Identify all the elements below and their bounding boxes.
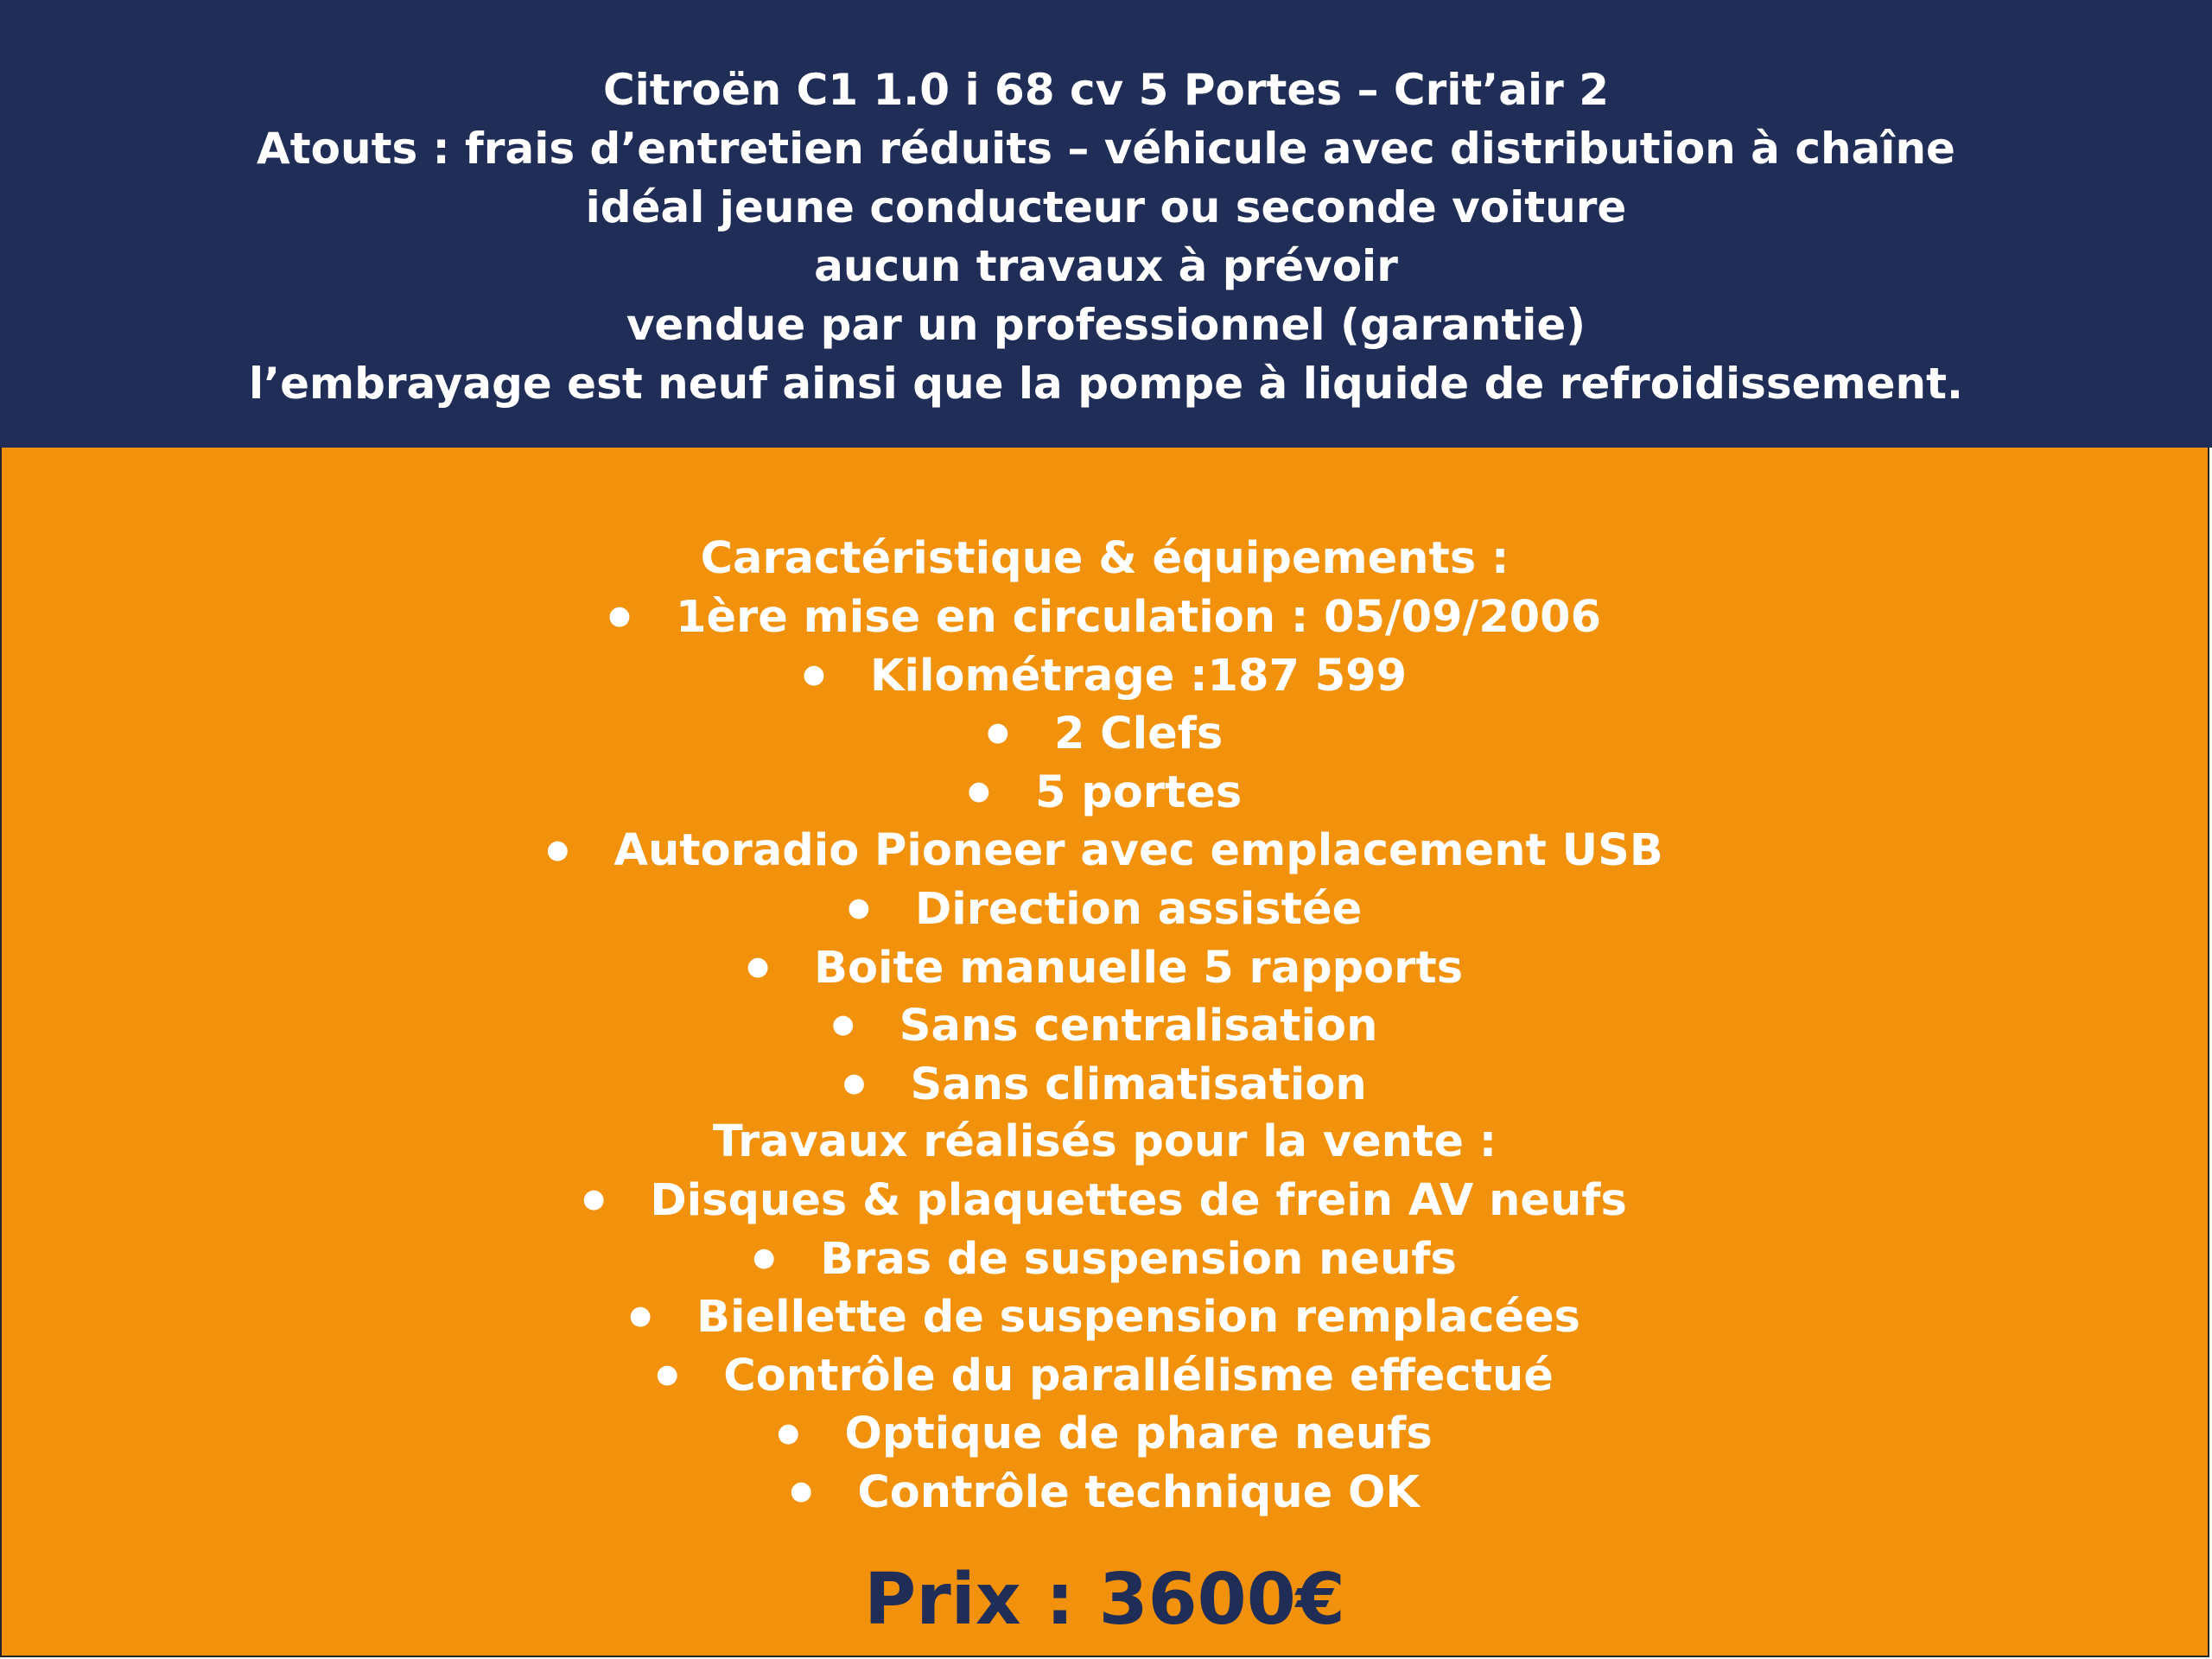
bullet-icon: ● (986, 717, 1009, 748)
work-text: Optique de phare neufs (844, 1408, 1433, 1460)
bullet-icon: ● (842, 1067, 866, 1098)
list-item (2, 588, 2208, 647)
bullet-icon: ● (790, 1476, 813, 1507)
list-item (2, 1405, 2208, 1464)
header-line-seller: vendue par un professionnel (garantie) (626, 300, 1586, 350)
header-line-ideal: idéal jeune conducteur ou seconde voiture (585, 182, 1627, 232)
header-line-clutch: l’embrayage est neuf ainsi que la pompe à liquide de refroidissement. (248, 359, 1964, 409)
list-item (2, 647, 2208, 706)
header-banner (0, 0, 2212, 448)
details-panel (0, 448, 2209, 1657)
works-list (2, 1172, 2208, 1522)
list-item (2, 705, 2208, 764)
list-item (2, 764, 2208, 823)
works-title: Travaux réalisés pour la vente : (712, 1116, 1497, 1167)
list-item (2, 1464, 2208, 1522)
features-title: Caractéristique & équipements : (700, 533, 1510, 584)
bullet-icon: ● (607, 601, 632, 632)
list-item (2, 880, 2208, 939)
list-item (2, 1230, 2208, 1289)
work-text: Biellette de suspension remplacées (696, 1292, 1581, 1344)
bullet-icon: ● (847, 893, 870, 924)
list-item (2, 1347, 2208, 1406)
price-label: Prix : 3600€ (864, 1559, 1345, 1641)
feature-text: Boite manuelle 5 rapports (814, 942, 1464, 994)
list-item (2, 997, 2208, 1056)
feature-text: 5 portes (1034, 766, 1243, 818)
list-item (2, 1172, 2208, 1230)
feature-text: Direction assistée (914, 883, 1363, 935)
work-text: Contrôle du parallélisme effectué (723, 1350, 1554, 1402)
bullet-icon: ● (753, 1242, 776, 1273)
feature-text: 2 Clefs (1053, 709, 1224, 760)
bullet-icon: ● (802, 658, 826, 690)
header-lines (0, 60, 2212, 413)
header-line-assets: Atouts : frais d’entretien réduits – véhicule avec distribution à chaîne (257, 124, 1955, 174)
list-item (2, 1056, 2208, 1115)
vehicle-title: Citroën C1 1.0 i 68 cv 5 Portes – Crit’air 2 (602, 65, 1610, 115)
feature-text: Autoradio Pioneer avec emplacement USB (613, 825, 1663, 877)
bullet-icon: ● (546, 834, 569, 865)
work-text: Disques & plaquettes de frein AV neufs (650, 1175, 1627, 1226)
bullet-icon: ● (582, 1184, 606, 1215)
bullet-icon: ● (831, 1009, 855, 1040)
bullet-icon: ● (967, 775, 990, 806)
work-text: Bras de suspension neufs (820, 1233, 1457, 1285)
list-item (2, 939, 2208, 998)
list-item (2, 822, 2208, 880)
feature-text: Kilométrage :187 599 (870, 650, 1408, 702)
feature-text: Sans centralisation (899, 1001, 1378, 1052)
list-item (2, 1288, 2208, 1347)
bullet-icon: ● (656, 1358, 679, 1389)
header-line-no-works: aucun travaux à prévoir (814, 241, 1398, 291)
bullet-icon: ● (628, 1300, 652, 1332)
bullet-icon: ● (777, 1417, 800, 1448)
feature-text: 1ère mise en circulation : 05/09/2006 (676, 592, 1602, 643)
features-list (2, 588, 2208, 1114)
bullet-icon: ● (746, 950, 770, 982)
work-text: Contrôle technique OK (857, 1466, 1420, 1518)
feature-text: Sans climatisation (910, 1058, 1367, 1110)
